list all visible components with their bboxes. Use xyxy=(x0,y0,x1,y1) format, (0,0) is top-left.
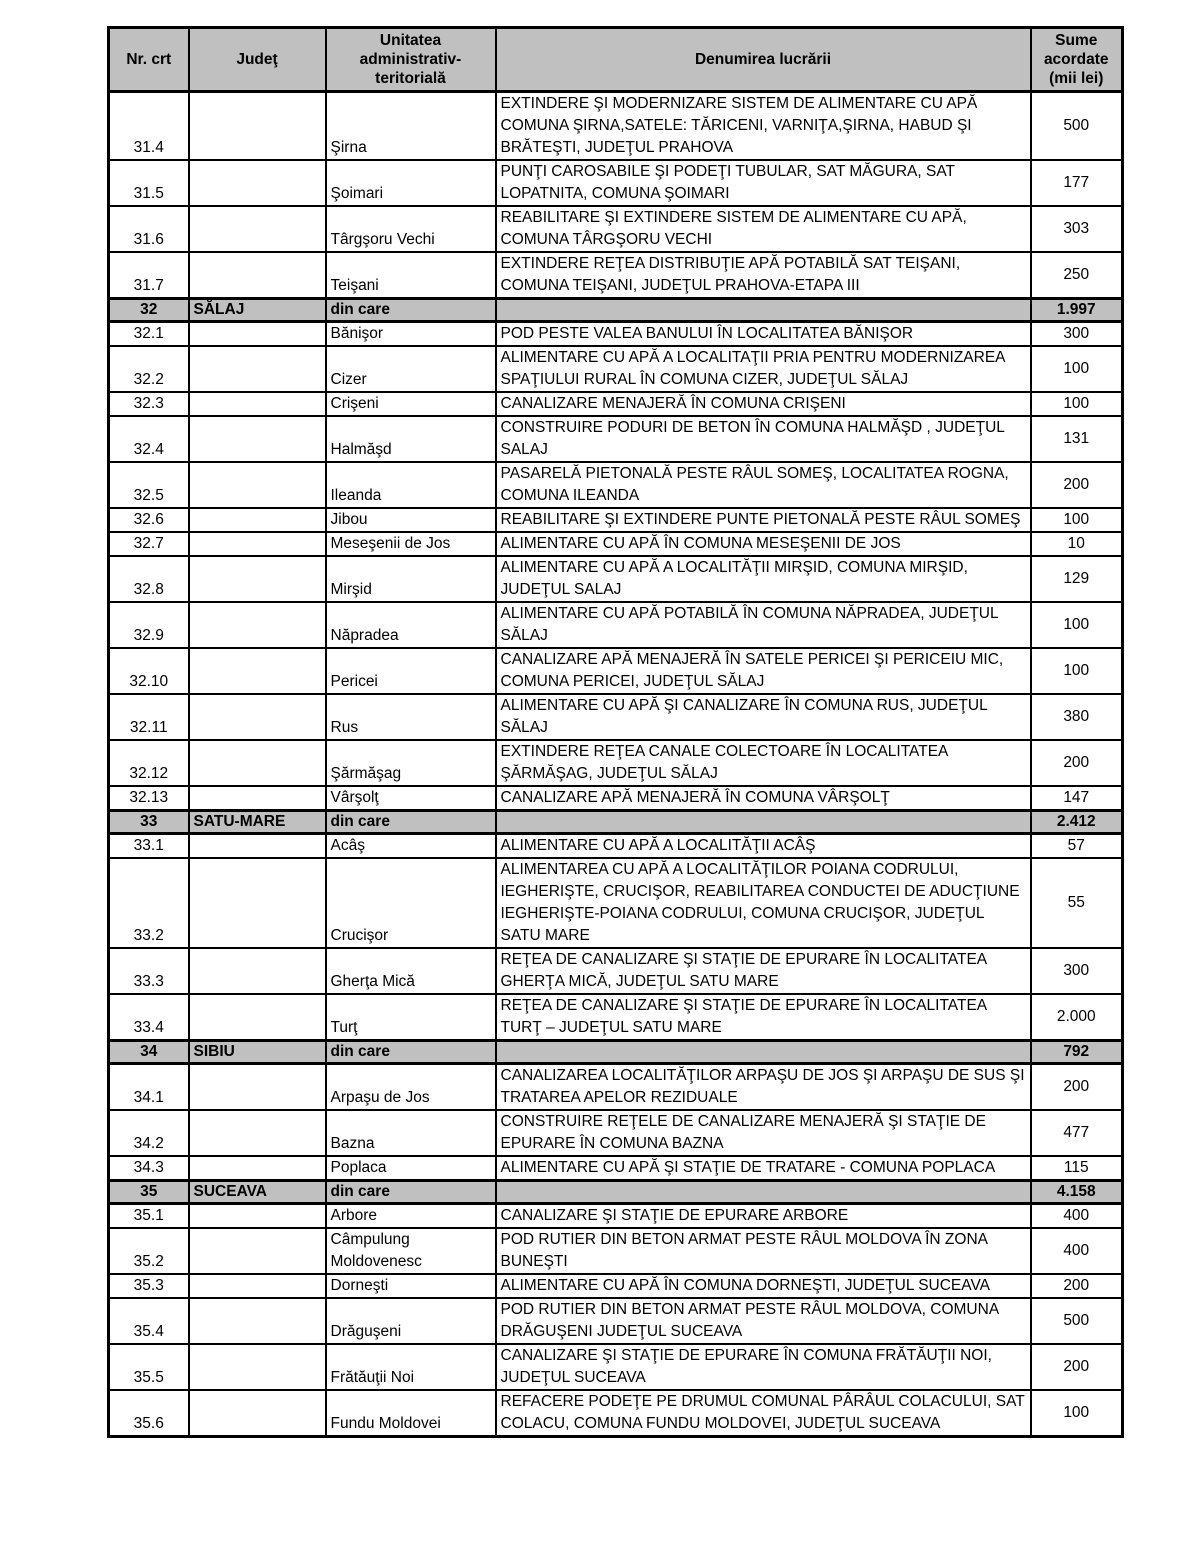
uat-cell: Bazna xyxy=(326,1110,496,1156)
uat-cell: Crişeni xyxy=(326,392,496,416)
nr-cell: 32.5 xyxy=(109,462,189,508)
work-row xyxy=(109,786,1123,811)
lucrare-cell: EXTINDERE REŢEA CANALE COLECTOARE ÎN LOCALITATEA ŞĂRMĂŞAG, JUDEŢUL SĂLAJ xyxy=(496,740,1031,786)
judet-cell xyxy=(189,786,326,811)
nr-cell: 33.2 xyxy=(109,858,189,948)
suma-cell: 131 xyxy=(1031,416,1123,462)
work-row xyxy=(109,602,1123,648)
uat-cell: Cizer xyxy=(326,346,496,392)
suma-cell: 477 xyxy=(1031,1110,1123,1156)
uat-cell: Şoimari xyxy=(326,160,496,206)
nr-cell: 32.9 xyxy=(109,602,189,648)
lucrare-cell: CANALIZARE ŞI STAŢIE DE EPURARE ÎN COMUNA FRĂTĂUŢII NOI, JUDEŢUL SUCEAVA xyxy=(496,1344,1031,1390)
work-row xyxy=(109,92,1123,161)
work-row xyxy=(109,858,1123,948)
uat-cell: Teişani xyxy=(326,252,496,299)
header-row xyxy=(109,28,1123,92)
nr-cell: 32.3 xyxy=(109,392,189,416)
work-row xyxy=(109,1274,1123,1298)
suma-cell: 200 xyxy=(1031,740,1123,786)
work-row xyxy=(109,532,1123,556)
nr-cell: 32.13 xyxy=(109,786,189,811)
suma-cell: 100 xyxy=(1031,346,1123,392)
nr-cell: 35.4 xyxy=(109,1298,189,1344)
judet-cell xyxy=(189,556,326,602)
work-row xyxy=(109,1390,1123,1437)
lucrare-cell: CANALIZARE APĂ MENAJERĂ ÎN COMUNA VÂRŞOLŢ xyxy=(496,786,1031,811)
uat-cell: Poplaca xyxy=(326,1156,496,1181)
suma-cell: 300 xyxy=(1031,948,1123,994)
lucrare-cell: REABILITARE ŞI EXTINDERE PUNTE PIETONALĂ PESTE RÂUL SOMEŞ xyxy=(496,508,1031,532)
uat-cell: Gherţa Mică xyxy=(326,948,496,994)
uat-cell: Bănişor xyxy=(326,322,496,347)
suma-cell: 400 xyxy=(1031,1228,1123,1274)
county-section-row xyxy=(109,1181,1123,1204)
work-row xyxy=(109,508,1123,532)
nr-cell: 35.6 xyxy=(109,1390,189,1437)
lucrare-cell: REABILITARE ŞI EXTINDERE SISTEM DE ALIMENTARE CU APĂ, COMUNA TÂRGŞORU VECHI xyxy=(496,206,1031,252)
suma-cell: 100 xyxy=(1031,648,1123,694)
work-row xyxy=(109,462,1123,508)
judet-cell xyxy=(189,1110,326,1156)
work-row xyxy=(109,740,1123,786)
lucrare-cell: ALIMENTARE CU APĂ ŞI CANALIZARE ÎN COMUNA RUS, JUDEŢUL SĂLAJ xyxy=(496,694,1031,740)
lucrare-cell: ALIMENTARE CU APĂ A LOCALITĂŢII MIRŞID, COMUNA MIRŞID, JUDEŢUL SALAJ xyxy=(496,556,1031,602)
nr-cell: 33.3 xyxy=(109,948,189,994)
work-row xyxy=(109,694,1123,740)
judet-cell xyxy=(189,1156,326,1181)
work-row xyxy=(109,160,1123,206)
nr-cell: 33.4 xyxy=(109,994,189,1041)
work-row xyxy=(109,346,1123,392)
lucrare-cell: CANALIZARE APĂ MENAJERĂ ÎN SATELE PERICEI ŞI PERICEIU MIC, COMUNA PERICEI, JUDEŢUL SĂLAJ xyxy=(496,648,1031,694)
lucrare-cell: ALIMENTARE CU APĂ ÎN COMUNA DORNEŞTI, JUDEŢUL SUCEAVA xyxy=(496,1274,1031,1298)
lucrare-cell: ALIMENTARE CU APĂ A LOCALITAŢII PRIA PENTRU MODERNIZAREA SPAŢIULUI RURAL ÎN COMUNA CIZER, JUDEŢUL SĂLAJ xyxy=(496,346,1031,392)
lucrare-cell: ALIMENTARE CU APĂ A LOCALITĂŢII ACÂŞ xyxy=(496,834,1031,859)
judet-cell xyxy=(189,834,326,859)
uat-cell: Jibou xyxy=(326,508,496,532)
nr-cell: 32.11 xyxy=(109,694,189,740)
suma-cell: 500 xyxy=(1031,1298,1123,1344)
work-row xyxy=(109,322,1123,347)
lucrare-cell: PASARELĂ PIETONALĂ PESTE RÂUL SOMEŞ, LOCALITATEA ROGNA, COMUNA ILEANDA xyxy=(496,462,1031,508)
column-header-denumire: Denumirea lucrării xyxy=(496,28,1031,92)
uat-cell: Rus xyxy=(326,694,496,740)
judet-cell xyxy=(189,322,326,347)
judet-cell: SIBIU xyxy=(189,1041,326,1064)
uat-cell: Arpaşu de Jos xyxy=(326,1064,496,1111)
judet-cell xyxy=(189,1274,326,1298)
uat-cell: Pericei xyxy=(326,648,496,694)
suma-cell: 500 xyxy=(1031,92,1123,161)
uat-cell: Arbore xyxy=(326,1204,496,1229)
suma-cell: 200 xyxy=(1031,462,1123,508)
judet-cell xyxy=(189,1390,326,1437)
work-row xyxy=(109,392,1123,416)
nr-cell: 31.6 xyxy=(109,206,189,252)
work-row xyxy=(109,252,1123,299)
suma-cell: 303 xyxy=(1031,206,1123,252)
nr-cell: 33.1 xyxy=(109,834,189,859)
work-row xyxy=(109,1110,1123,1156)
column-header-unitate: Unitatea administrativ-teritorială xyxy=(326,28,496,92)
uat-cell: Turţ xyxy=(326,994,496,1041)
work-row xyxy=(109,1064,1123,1111)
work-row xyxy=(109,206,1123,252)
nr-cell: 35.2 xyxy=(109,1228,189,1274)
lucrare-cell: EXTINDERE ŞI MODERNIZARE SISTEM DE ALIMENTARE CU APĂ COMUNA ŞIRNA,SATELE: TĂRICENI, VARNIŢA,ŞIRNA, HABUD ŞI BRĂTEŞTI, JUDEŢUL PRAHOVA xyxy=(496,92,1031,161)
uat-cell: Meseşenii de Jos xyxy=(326,532,496,556)
work-row xyxy=(109,1344,1123,1390)
nr-cell: 32.8 xyxy=(109,556,189,602)
suma-cell: 250 xyxy=(1031,252,1123,299)
uat-cell: Mirşid xyxy=(326,556,496,602)
uat-cell: Dorneşti xyxy=(326,1274,496,1298)
nr-cell: 35.5 xyxy=(109,1344,189,1390)
lucrare-cell: REŢEA DE CANALIZARE ŞI STAŢIE DE EPURARE ÎN LOCALITATEA TURŢ – JUDEŢUL SATU MARE xyxy=(496,994,1031,1041)
lucrare-cell xyxy=(496,299,1031,322)
nr-cell: 32.4 xyxy=(109,416,189,462)
work-row xyxy=(109,948,1123,994)
judet-cell xyxy=(189,1204,326,1229)
suma-cell: 2.000 xyxy=(1031,994,1123,1041)
lucrare-cell: CONSTRUIRE PODURI DE BETON ÎN COMUNA HALMĂŞD , JUDEŢUL SALAJ xyxy=(496,416,1031,462)
nr-cell: 34.2 xyxy=(109,1110,189,1156)
judet-cell xyxy=(189,858,326,948)
judet-cell xyxy=(189,532,326,556)
suma-cell: 100 xyxy=(1031,602,1123,648)
lucrare-cell: REŢEA DE CANALIZARE ŞI STAŢIE DE EPURARE ÎN LOCALITATEA GHERŢA MICĂ, JUDEŢUL SATU MARE xyxy=(496,948,1031,994)
nr-cell: 34 xyxy=(109,1041,189,1064)
judet-cell xyxy=(189,392,326,416)
lucrare-cell xyxy=(496,1181,1031,1204)
judet-cell xyxy=(189,416,326,462)
lucrare-cell: CANALIZARE ŞI STAŢIE DE EPURARE ARBORE xyxy=(496,1204,1031,1229)
suma-cell: 57 xyxy=(1031,834,1123,859)
judet-cell xyxy=(189,1298,326,1344)
lucrare-cell: ALIMENTAREA CU APĂ A LOCALITĂŢILOR POIANA CODRULUI, IEGHERIŞTE, CRUCIŞOR, REABILITAREA CONDUCTEI DE ADUCŢIUNE IEGHERIŞTE-POIANA CODRULUI, COMUNA CRUCIŞOR, JUDEŢUL SATU MARE xyxy=(496,858,1031,948)
nr-cell: 32.7 xyxy=(109,532,189,556)
uat-cell: din care xyxy=(326,299,496,322)
judet-cell xyxy=(189,346,326,392)
lucrare-cell: CANALIZARE MENAJERĂ ÎN COMUNA CRIŞENI xyxy=(496,392,1031,416)
work-row xyxy=(109,1204,1123,1229)
uat-cell: Drăguşeni xyxy=(326,1298,496,1344)
county-section-row xyxy=(109,1041,1123,1064)
column-header-nr-crt: Nr. crt xyxy=(109,28,189,92)
work-row xyxy=(109,834,1123,859)
table-header xyxy=(109,28,1123,92)
suma-cell: 115 xyxy=(1031,1156,1123,1181)
suma-cell: 1.997 xyxy=(1031,299,1123,322)
suma-cell: 200 xyxy=(1031,1274,1123,1298)
judet-cell xyxy=(189,206,326,252)
judet-cell xyxy=(189,1344,326,1390)
nr-cell: 31.7 xyxy=(109,252,189,299)
suma-cell: 380 xyxy=(1031,694,1123,740)
lucrare-cell: ALIMENTARE CU APĂ ŞI STAŢIE DE TRATARE - COMUNA POPLACA xyxy=(496,1156,1031,1181)
nr-cell: 32.12 xyxy=(109,740,189,786)
suma-cell: 100 xyxy=(1031,1390,1123,1437)
suma-cell: 200 xyxy=(1031,1344,1123,1390)
suma-cell: 10 xyxy=(1031,532,1123,556)
funding-table xyxy=(107,26,1124,1438)
nr-cell: 33 xyxy=(109,811,189,834)
lucrare-cell: REFACERE PODEŢE PE DRUMUL COMUNAL PÂRÂUL COLACULUI, SAT COLACU, COMUNA FUNDU MOLDOVEI, JUDEŢUL SUCEAVA xyxy=(496,1390,1031,1437)
nr-cell: 31.5 xyxy=(109,160,189,206)
judet-cell xyxy=(189,508,326,532)
judet-cell: SATU-MARE xyxy=(189,811,326,834)
work-row xyxy=(109,994,1123,1041)
nr-cell: 35 xyxy=(109,1181,189,1204)
work-row xyxy=(109,416,1123,462)
suma-cell: 300 xyxy=(1031,322,1123,347)
judet-cell: SUCEAVA xyxy=(189,1181,326,1204)
judet-cell xyxy=(189,948,326,994)
judet-cell xyxy=(189,740,326,786)
judet-cell xyxy=(189,694,326,740)
nr-cell: 32.10 xyxy=(109,648,189,694)
work-row xyxy=(109,556,1123,602)
uat-cell: Crucişor xyxy=(326,858,496,948)
nr-cell: 34.3 xyxy=(109,1156,189,1181)
suma-cell: 129 xyxy=(1031,556,1123,602)
judet-cell xyxy=(189,462,326,508)
judet-cell xyxy=(189,648,326,694)
suma-cell: 55 xyxy=(1031,858,1123,948)
suma-cell: 2.412 xyxy=(1031,811,1123,834)
uat-cell: Şirna xyxy=(326,92,496,161)
suma-cell: 200 xyxy=(1031,1064,1123,1111)
table-body xyxy=(109,92,1123,1437)
lucrare-cell: PUNŢI CAROSABILE ŞI PODEŢI TUBULAR, SAT MĂGURA, SAT LOPATNITA, COMUNA ŞOIMARI xyxy=(496,160,1031,206)
uat-cell: din care xyxy=(326,1181,496,1204)
uat-cell: Acâş xyxy=(326,834,496,859)
suma-cell: 100 xyxy=(1031,508,1123,532)
uat-cell: Halmăşd xyxy=(326,416,496,462)
column-header-sume: Sume acordate (mii lei) xyxy=(1031,28,1123,92)
lucrare-cell xyxy=(496,1041,1031,1064)
suma-cell: 177 xyxy=(1031,160,1123,206)
lucrare-cell: CANALIZAREA LOCALITĂŢILOR ARPAŞU DE JOS ŞI ARPAŞU DE SUS ŞI TRATAREA APELOR REZIDUALE xyxy=(496,1064,1031,1111)
uat-cell: din care xyxy=(326,1041,496,1064)
uat-cell: Târgşoru Vechi xyxy=(326,206,496,252)
nr-cell: 32.2 xyxy=(109,346,189,392)
uat-cell: Ileanda xyxy=(326,462,496,508)
judet-cell xyxy=(189,1228,326,1274)
judet-cell xyxy=(189,994,326,1041)
suma-cell: 792 xyxy=(1031,1041,1123,1064)
lucrare-cell: POD RUTIER DIN BETON ARMAT PESTE RÂUL MOLDOVA ÎN ZONA BUNEŞTI xyxy=(496,1228,1031,1274)
uat-cell: Câmpulung Moldovenesc xyxy=(326,1228,496,1274)
column-header-judet: Judeţ xyxy=(189,28,326,92)
lucrare-cell: POD PESTE VALEA BANULUI ÎN LOCALITATEA BĂNIŞOR xyxy=(496,322,1031,347)
nr-cell: 31.4 xyxy=(109,92,189,161)
uat-cell: Năpradea xyxy=(326,602,496,648)
uat-cell: Vârşolţ xyxy=(326,786,496,811)
suma-cell: 400 xyxy=(1031,1204,1123,1229)
county-section-row xyxy=(109,811,1123,834)
work-row xyxy=(109,648,1123,694)
judet-cell xyxy=(189,602,326,648)
judet-cell xyxy=(189,92,326,161)
suma-cell: 147 xyxy=(1031,786,1123,811)
county-section-row xyxy=(109,299,1123,322)
uat-cell: Fundu Moldovei xyxy=(326,1390,496,1437)
nr-cell: 32.1 xyxy=(109,322,189,347)
nr-cell: 34.1 xyxy=(109,1064,189,1111)
work-row xyxy=(109,1228,1123,1274)
uat-cell: Şărmăşag xyxy=(326,740,496,786)
nr-cell: 32 xyxy=(109,299,189,322)
lucrare-cell: CONSTRUIRE REŢELE DE CANALIZARE MENAJERĂ ŞI STAŢIE DE EPURARE ÎN COMUNA BAZNA xyxy=(496,1110,1031,1156)
nr-cell: 35.1 xyxy=(109,1204,189,1229)
uat-cell: Frătăuţii Noi xyxy=(326,1344,496,1390)
uat-cell: din care xyxy=(326,811,496,834)
judet-cell: SĂLAJ xyxy=(189,299,326,322)
nr-cell: 32.6 xyxy=(109,508,189,532)
lucrare-cell: POD RUTIER DIN BETON ARMAT PESTE RÂUL MOLDOVA, COMUNA DRĂGUŞENI JUDEŢUL SUCEAVA xyxy=(496,1298,1031,1344)
nr-cell: 35.3 xyxy=(109,1274,189,1298)
lucrare-cell xyxy=(496,811,1031,834)
work-row xyxy=(109,1156,1123,1181)
suma-cell: 4.158 xyxy=(1031,1181,1123,1204)
judet-cell xyxy=(189,252,326,299)
judet-cell xyxy=(189,1064,326,1111)
suma-cell: 100 xyxy=(1031,392,1123,416)
lucrare-cell: ALIMENTARE CU APĂ POTABILĂ ÎN COMUNA NĂPRADEA, JUDEŢUL SĂLAJ xyxy=(496,602,1031,648)
lucrare-cell: EXTINDERE REŢEA DISTRIBUŢIE APĂ POTABILĂ SAT TEIŞANI, COMUNA TEIŞANI, JUDEŢUL PRAHOVA-ETAPA III xyxy=(496,252,1031,299)
work-row xyxy=(109,1298,1123,1344)
judet-cell xyxy=(189,160,326,206)
lucrare-cell: ALIMENTARE CU APĂ ÎN COMUNA MESEŞENII DE JOS xyxy=(496,532,1031,556)
